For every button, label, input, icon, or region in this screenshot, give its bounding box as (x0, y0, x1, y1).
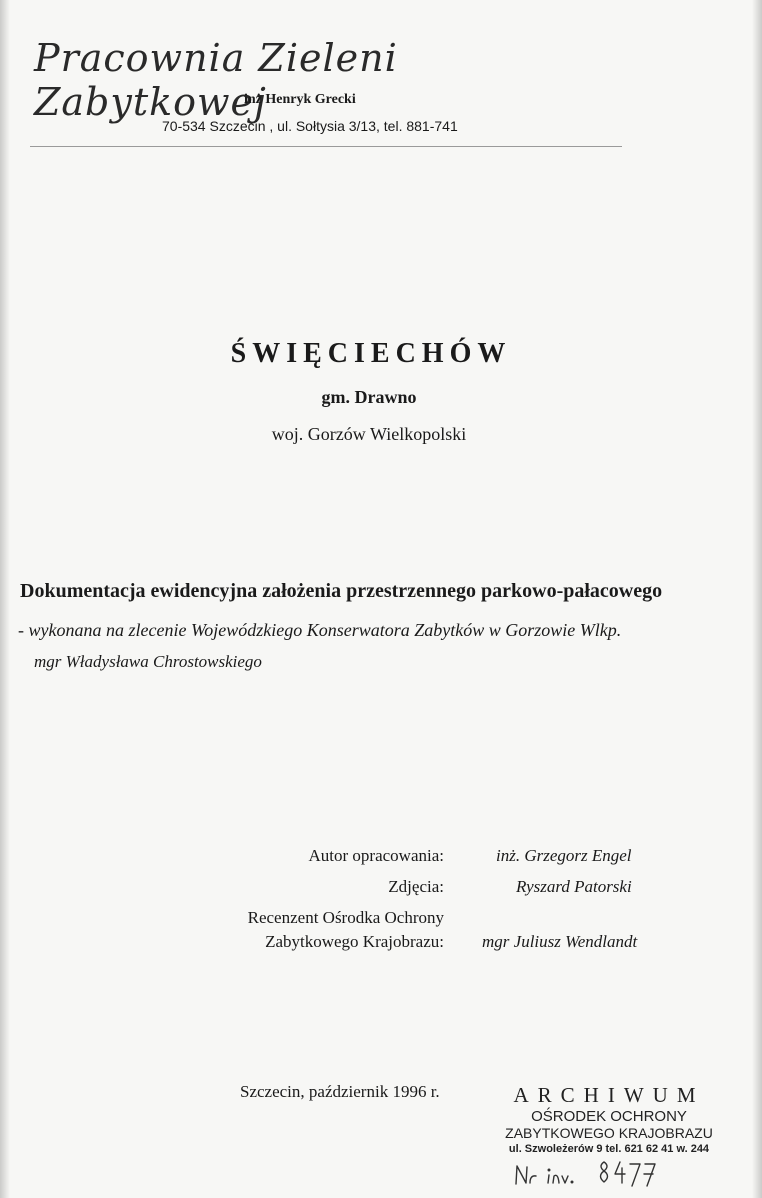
letterhead-studio-name: Pracownia Zieleni Zabytkowej (34, 36, 398, 124)
gmina-line: gm. Drawno (321, 387, 417, 407)
commission-line: - wykonana na zlecenie Wojewódzkiego Konserwatora Zabytków w Gorzowie Wlkp. (18, 620, 622, 640)
photos-label: Zdjęcia: (388, 877, 444, 896)
archive-stamp-line2: ZABYTKOWEGO KRAJOBRAZU (505, 1125, 713, 1141)
archive-stamp-title: ARCHIWUM (513, 1083, 705, 1107)
handwritten-inventory-number (514, 1158, 674, 1188)
document-heading: Dokumentacja ewidencyjna założenia przestrzennego parkowo-pałacowego (20, 580, 663, 602)
commissioner-name: mgr Władysława Chrostowskiego (34, 652, 262, 671)
archive-stamp-line1: OŚRODEK OCHRONY (531, 1108, 687, 1125)
letterhead-divider (30, 146, 622, 147)
scan-edge-right (752, 0, 762, 1198)
photos-value: Ryszard Patorski (516, 877, 632, 896)
author-label: Autor opracowania: (308, 846, 444, 865)
archive-stamp-line3: ul. Szwoleżerów 9 tel. 621 62 41 w. 244 (508, 1143, 710, 1155)
place-and-date: Szczecin, październik 1996 r. (240, 1082, 440, 1101)
place-name-title: ŚWIĘCIECHÓW (230, 338, 512, 369)
scan-edge-left (0, 0, 10, 1198)
archive-stamp (500, 1083, 718, 1155)
voivodeship-line: woj. Gorzów Wielkopolski (271, 424, 467, 444)
reviewer-value: mgr Juliusz Wendlandt (482, 932, 638, 951)
letterhead-owner: inż Henryk Grecki (244, 92, 356, 107)
author-value: inż. Grzegorz Engel (496, 846, 632, 865)
reviewer-label-line2: Zabytkowego Krajobrazu: (265, 932, 444, 951)
letterhead-address: 70-534 Szczecin , ul. Sołtysia 3/13, tel. 881-741 (162, 118, 458, 134)
reviewer-label-line1: Recenzent Ośrodka Ochrony (247, 908, 444, 927)
